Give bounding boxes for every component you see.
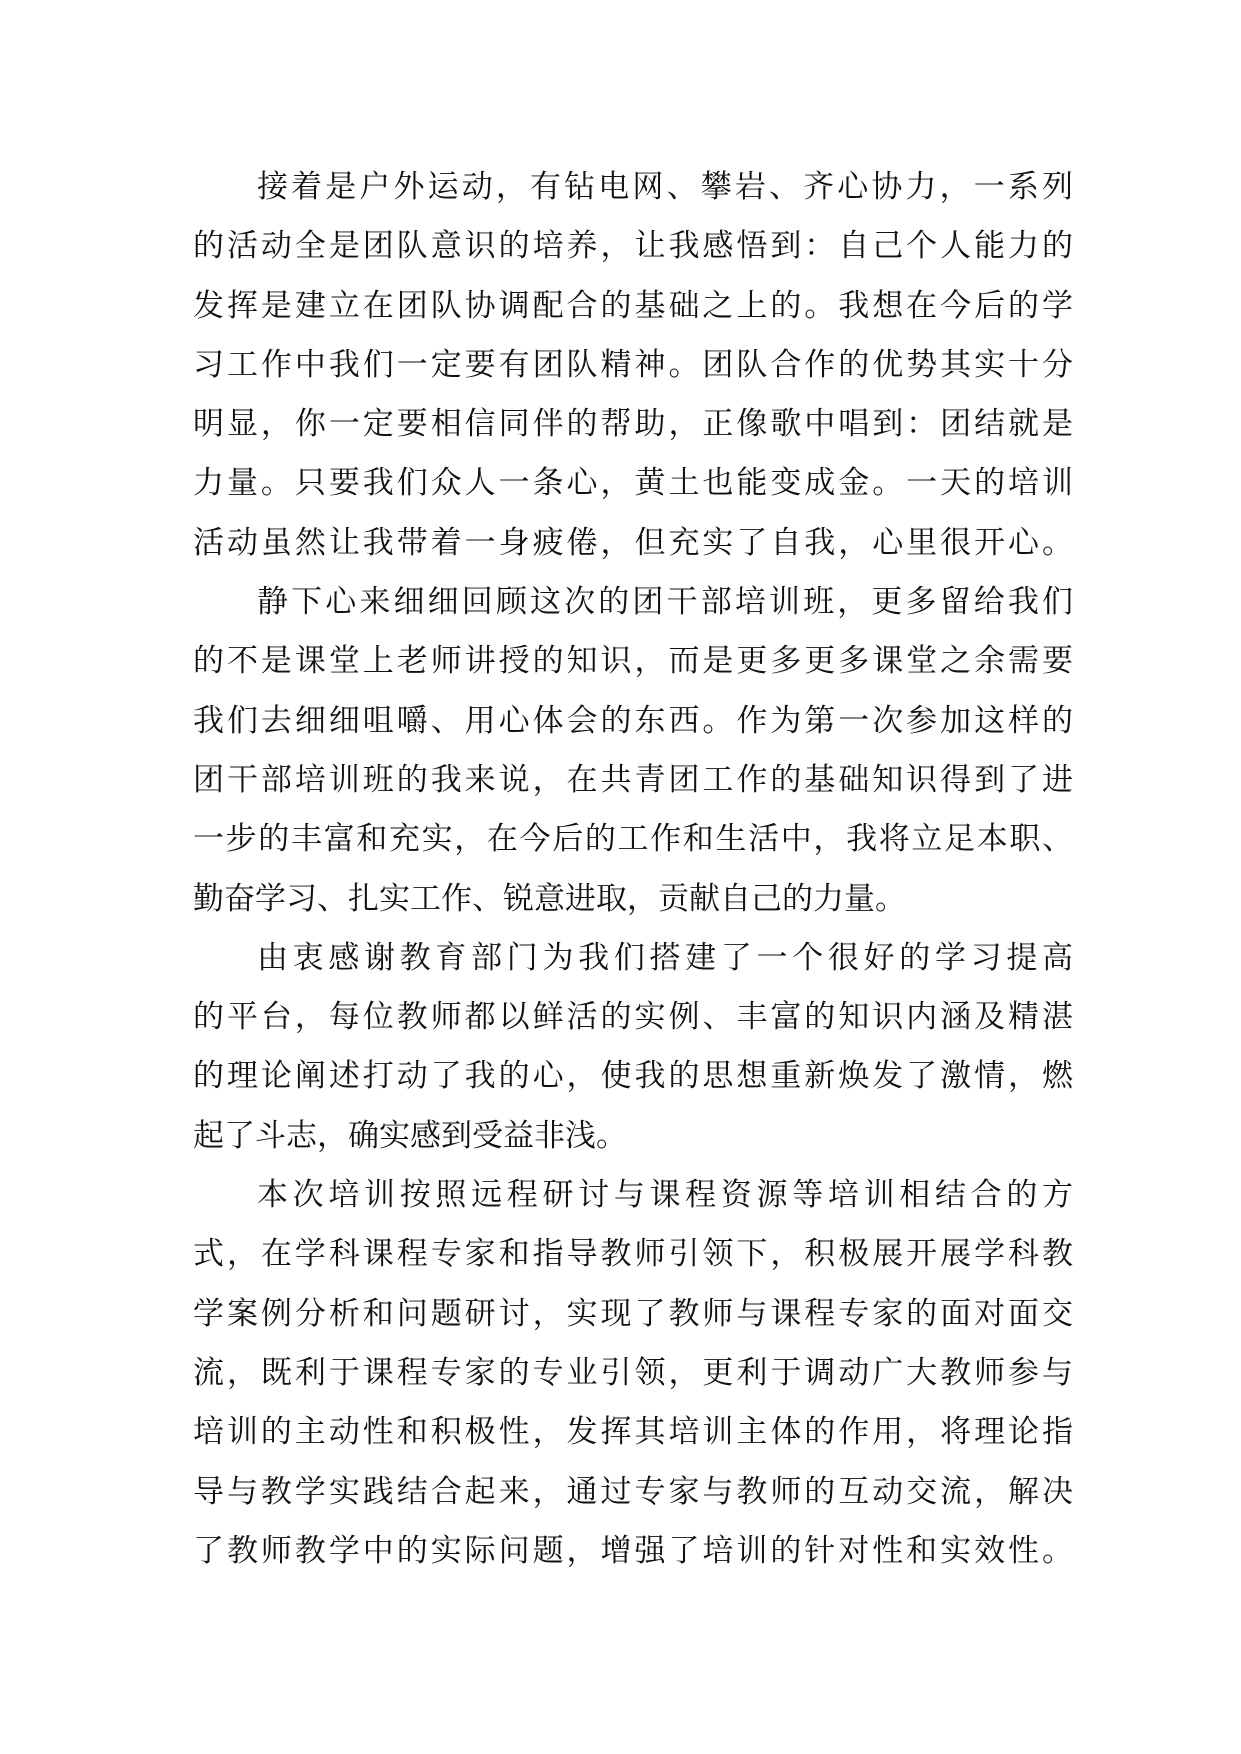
- text-line: 活动虽然让我带着一身疲倦，但充实了自我，心里很开心。: [193, 524, 1073, 561]
- text-line: 本次培训按照远程研讨与课程资源等培训相结合的方: [257, 1177, 1073, 1214]
- text-line: 团干部培训班的我来说，在共青团工作的基础知识得到了进: [193, 761, 1073, 798]
- text-line: 式，在学科课程专家和指导教师引领下，积极展开展学科教: [193, 1236, 1073, 1273]
- text-line: 勤奋学习、扎实工作、锐意进取，贡献自己的力量。: [193, 880, 906, 917]
- text-line: 导与教学实践结合起来，通过专家与教师的互动交流，解决: [193, 1473, 1073, 1510]
- text-line: 起了斗志，确实感到受益非浅。: [193, 1117, 627, 1154]
- text-line: 的不是课堂上老师讲授的知识，而是更多更多课堂之余需要: [193, 643, 1073, 680]
- text-line: 由衷感谢教育部门为我们搭建了一个很好的学习提高: [257, 939, 1073, 976]
- text-line: 静下心来细细回顾这次的团干部培训班，更多留给我们: [257, 584, 1073, 621]
- text-line: 的活动全是团队意识的培养，让我感悟到：自己个人能力的: [193, 228, 1073, 265]
- text-line: 的理论阐述打动了我的心，使我的思想重新焕发了激情，燃: [193, 1058, 1073, 1095]
- document-body: [193, 158, 1073, 1581]
- text-line: 一步的丰富和充实，在今后的工作和生活中，我将立足本职、: [193, 821, 1073, 858]
- text-line: 培训的主动性和积极性，发挥其培训主体的作用，将理论指: [193, 1414, 1073, 1451]
- text-line: 接着是户外运动，有钻电网、攀岩、齐心协力，一系列: [257, 169, 1073, 205]
- text-line: 我们去细细咀嚼、用心体会的东西。作为第一次参加这样的: [193, 702, 1073, 739]
- text-line: 明显，你一定要相信同伴的帮助，正像歌中唱到：团结就是: [193, 406, 1073, 443]
- text-line: 了教师教学中的实际问题，增强了培训的针对性和实效性。: [193, 1532, 1073, 1569]
- text-line: 流，既利于课程专家的专业引领，更利于调动广大教师参与: [193, 1354, 1073, 1391]
- text-line: 学案例分析和问题研讨，实现了教师与课程专家的面对面交: [193, 1295, 1073, 1332]
- text-line: 习工作中我们一定要有团队精神。团队合作的优势其实十分: [193, 346, 1073, 383]
- text-line: 的平台，每位教师都以鲜活的实例、丰富的知识内涵及精湛: [193, 999, 1073, 1036]
- text-line: 力量。只要我们众人一条心，黄土也能变成金。一天的培训: [193, 465, 1073, 502]
- text-line: 发挥是建立在团队协调配合的基础之上的。我想在今后的学: [193, 287, 1073, 324]
